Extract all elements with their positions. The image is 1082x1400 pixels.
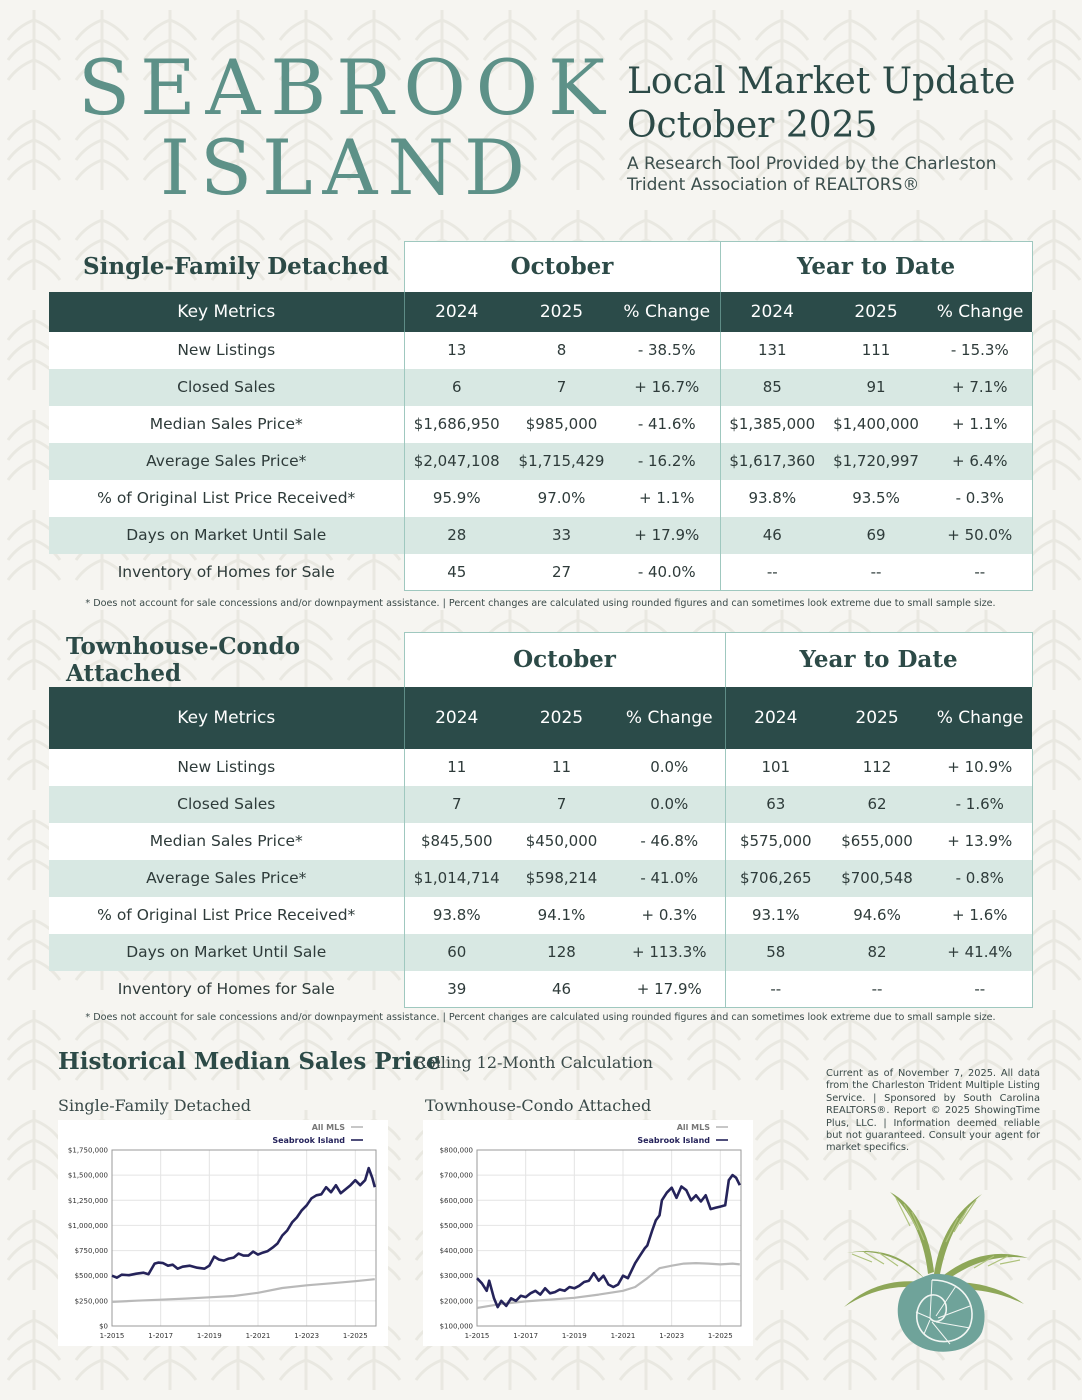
- metric-label: Average Sales Price*: [49, 860, 404, 897]
- metric-value: 82: [826, 934, 928, 971]
- chart-svg: [58, 1120, 388, 1346]
- metric-value: $845,500: [404, 823, 509, 860]
- x-tick-label: 1-2015: [99, 1332, 125, 1340]
- metric-label: New Listings: [49, 332, 404, 369]
- metric-value: $706,265: [725, 860, 826, 897]
- metric-value: $598,214: [509, 860, 614, 897]
- townhouse-condo-table: [49, 632, 1033, 1008]
- report-header: [627, 60, 1047, 196]
- metric-value: + 16.7%: [614, 369, 720, 406]
- table-row: [49, 443, 1032, 480]
- metric-value: - 40.0%: [614, 554, 720, 591]
- table-row: [49, 369, 1032, 406]
- metric-value: 69: [824, 517, 928, 554]
- metric-value: 7: [509, 369, 614, 406]
- metric-value: + 13.9%: [928, 823, 1032, 860]
- metric-value: $1,385,000: [720, 406, 824, 443]
- metric-value: --: [725, 971, 826, 1008]
- table-row: [49, 971, 1032, 1008]
- metric-value: 60: [404, 934, 509, 971]
- col-header-ytd-2024: 2024: [725, 687, 826, 749]
- brand-line-2: ISLAND: [160, 123, 535, 212]
- y-tick-label: $750,000: [74, 1247, 108, 1256]
- legend-label: Seabrook Island: [637, 1136, 710, 1145]
- section-title: Single-Family Detached: [83, 253, 389, 280]
- y-tick-label: $800,000: [439, 1146, 473, 1155]
- metric-label: % of Original List Price Received*: [49, 480, 404, 517]
- y-tick-label: $600,000: [439, 1196, 473, 1205]
- table-row: [49, 332, 1032, 369]
- report-title-line-1: Local Market Update: [627, 61, 1016, 102]
- table-footnote: * Does not account for sale concessions and/or downpayment assistance. | Percent changes are calculated using rounded figures and can sometimes look extreme due to small sample size.: [85, 1012, 996, 1023]
- x-tick-label: 1-2021: [245, 1332, 271, 1340]
- chart-title-single-family: Single-Family Detached: [58, 1096, 251, 1115]
- metric-value: $985,000: [509, 406, 614, 443]
- col-header-ytd-2025: 2025: [826, 687, 928, 749]
- metric-value: - 46.8%: [614, 823, 725, 860]
- metric-value: 46: [509, 971, 614, 1008]
- metric-value: $1,400,000: [824, 406, 928, 443]
- x-tick-label: 1-2021: [610, 1332, 636, 1340]
- metric-value: 95.9%: [404, 480, 509, 517]
- x-tick-label: 1-2015: [464, 1332, 490, 1340]
- data-disclaimer: Current as of November 7, 2025. All data from the Charleston Trident Multiple Listing Service. | Sponsored by South Carolina REALTORS®. Report © 2025 ShowingTime Plus, LLC. | Information deemed reliable but not guaranteed. Consult your agent for market specifics.: [826, 1068, 1040, 1154]
- group-header-ytd: Year to Date: [720, 242, 1032, 292]
- col-header-metric: Key Metrics: [49, 292, 404, 332]
- y-tick-label: $500,000: [74, 1272, 108, 1281]
- x-tick-label: 1-2019: [196, 1332, 222, 1340]
- col-header-ytd-2025: 2025: [824, 292, 928, 332]
- col-header-2024: 2024: [404, 292, 509, 332]
- group-header-month: October: [404, 633, 725, 687]
- report-subtitle: A Research Tool Provided by the Charleston Trident Association of REALTORS®: [627, 154, 997, 195]
- metric-value: 27: [509, 554, 614, 591]
- metric-label: Inventory of Homes for Sale: [117, 980, 335, 998]
- table-row: [49, 897, 1032, 934]
- col-header-change: % Change: [614, 687, 725, 749]
- metric-value: + 7.1%: [928, 369, 1032, 406]
- y-tick-label: $500,000: [439, 1221, 473, 1230]
- col-header-ytd-change: % Change: [928, 687, 1032, 749]
- chart-townhouse: [423, 1120, 753, 1346]
- x-tick-label: 1-2025: [342, 1332, 368, 1340]
- report-title-line-2: October 2025: [627, 105, 878, 146]
- metric-value: $450,000: [509, 823, 614, 860]
- metric-value: - 38.5%: [614, 332, 720, 369]
- metric-value: 131: [720, 332, 824, 369]
- table-row: [49, 480, 1032, 517]
- group-header-ytd: Year to Date: [725, 633, 1032, 687]
- metric-label: Closed Sales: [49, 369, 404, 406]
- historical-subtitle: Rolling 12-Month Calculation: [414, 1053, 653, 1072]
- metric-value: 11: [509, 749, 614, 786]
- metric-value: - 41.6%: [614, 406, 720, 443]
- table-row: [49, 860, 1032, 897]
- metric-value: $575,000: [725, 823, 826, 860]
- metric-value: + 17.9%: [614, 971, 725, 1008]
- y-tick-label: $250,000: [74, 1297, 108, 1306]
- metric-value: - 41.0%: [614, 860, 725, 897]
- metric-label: Inventory of Homes for Sale: [117, 563, 335, 581]
- metric-value: $1,617,360: [720, 443, 824, 480]
- x-tick-label: 1-2017: [513, 1332, 539, 1340]
- y-tick-label: $400,000: [439, 1247, 473, 1256]
- metric-value: --: [826, 971, 928, 1008]
- chart-title-townhouse: Townhouse-Condo Attached: [425, 1096, 652, 1115]
- metric-value: - 0.8%: [928, 860, 1032, 897]
- metric-value: 128: [509, 934, 614, 971]
- x-tick-label: 1-2017: [148, 1332, 174, 1340]
- metric-value: - 0.3%: [928, 480, 1032, 517]
- legend-label: All MLS: [311, 1123, 345, 1132]
- y-tick-label: $300,000: [439, 1272, 473, 1281]
- metric-value: 97.0%: [509, 480, 614, 517]
- metric-value: + 1.1%: [614, 480, 720, 517]
- brand-line-1: SEABROOK: [78, 43, 615, 132]
- metric-value: 7: [509, 786, 614, 823]
- col-header-2025: 2025: [509, 687, 614, 749]
- metric-value: 91: [824, 369, 928, 406]
- y-tick-label: $1,750,000: [67, 1146, 108, 1155]
- metric-value: 63: [725, 786, 826, 823]
- chart-svg: [423, 1120, 753, 1346]
- table-row: [49, 517, 1032, 554]
- col-header-metric: Key Metrics: [49, 687, 404, 749]
- metric-value: $1,720,997: [824, 443, 928, 480]
- metric-value: 0.0%: [614, 749, 725, 786]
- table-row: [49, 934, 1032, 971]
- metric-value: $1,715,429: [509, 443, 614, 480]
- brand-logo: [78, 43, 615, 212]
- metric-value: 6: [404, 369, 509, 406]
- metric-value: 62: [826, 786, 928, 823]
- col-header-ytd-2024: 2024: [720, 292, 824, 332]
- legend-label: Seabrook Island: [272, 1136, 345, 1145]
- metric-value: 93.8%: [404, 897, 509, 934]
- metric-value: $655,000: [826, 823, 928, 860]
- palm-nautilus-logo: [832, 1182, 1032, 1357]
- chart-single-family: [58, 1120, 388, 1346]
- metric-label: Days on Market Until Sale: [49, 517, 404, 554]
- metric-value: + 50.0%: [928, 517, 1032, 554]
- metric-value: --: [720, 554, 824, 591]
- metric-value: $2,047,108: [404, 443, 509, 480]
- y-tick-label: $0: [99, 1322, 108, 1331]
- col-header-ytd-change: % Change: [928, 292, 1032, 332]
- legend-label: All MLS: [676, 1123, 710, 1132]
- metric-value: 58: [725, 934, 826, 971]
- col-header-2025: 2025: [509, 292, 614, 332]
- metric-value: --: [928, 554, 1032, 591]
- historical-title: Historical Median Sales Price: [58, 1048, 442, 1075]
- col-header-2024: 2024: [404, 687, 509, 749]
- table-row: [49, 786, 1032, 823]
- metric-label: Days on Market Until Sale: [49, 934, 404, 971]
- section-title: Townhouse-Condo Attached: [66, 632, 301, 687]
- metric-value: 33: [509, 517, 614, 554]
- metric-label: Median Sales Price*: [49, 823, 404, 860]
- table-row: [49, 406, 1032, 443]
- metric-value: + 1.1%: [928, 406, 1032, 443]
- y-tick-label: $700,000: [439, 1171, 473, 1180]
- metric-value: 8: [509, 332, 614, 369]
- metric-label: % of Original List Price Received*: [49, 897, 404, 934]
- y-tick-label: $200,000: [439, 1297, 473, 1306]
- x-tick-label: 1-2019: [561, 1332, 587, 1340]
- metric-value: 93.5%: [824, 480, 928, 517]
- metric-value: 0.0%: [614, 786, 725, 823]
- metric-value: 28: [404, 517, 509, 554]
- metric-value: 85: [720, 369, 824, 406]
- metric-value: 101: [725, 749, 826, 786]
- col-header-change: % Change: [614, 292, 720, 332]
- metric-value: + 1.6%: [928, 897, 1032, 934]
- single-family-table: [49, 241, 1033, 591]
- x-tick-label: 1-2025: [707, 1332, 733, 1340]
- metric-label: Average Sales Price*: [49, 443, 404, 480]
- metric-value: 112: [826, 749, 928, 786]
- metric-value: $1,014,714: [404, 860, 509, 897]
- metric-value: + 113.3%: [614, 934, 725, 971]
- metric-value: --: [928, 971, 1032, 1008]
- y-tick-label: $1,000,000: [67, 1221, 108, 1230]
- metric-value: + 0.3%: [614, 897, 725, 934]
- metric-value: + 10.9%: [928, 749, 1032, 786]
- y-tick-label: $100,000: [439, 1322, 473, 1331]
- metric-value: 94.1%: [509, 897, 614, 934]
- metric-value: --: [824, 554, 928, 591]
- metric-value: + 6.4%: [928, 443, 1032, 480]
- metric-value: $700,548: [826, 860, 928, 897]
- metric-value: 111: [824, 332, 928, 369]
- x-tick-label: 1-2023: [659, 1332, 685, 1340]
- metric-label: Closed Sales: [49, 786, 404, 823]
- table-footnote: * Does not account for sale concessions and/or downpayment assistance. | Percent changes are calculated using rounded figures and can sometimes look extreme due to small sample size.: [85, 598, 996, 609]
- x-tick-label: 1-2023: [294, 1332, 320, 1340]
- metric-value: 94.6%: [826, 897, 928, 934]
- metric-value: + 41.4%: [928, 934, 1032, 971]
- y-tick-label: $1,500,000: [67, 1171, 108, 1180]
- metric-value: 39: [404, 971, 509, 1008]
- table-row: [49, 823, 1032, 860]
- metric-value: - 1.6%: [928, 786, 1032, 823]
- metric-value: 45: [404, 554, 509, 591]
- metric-value: $1,686,950: [404, 406, 509, 443]
- metric-value: 46: [720, 517, 824, 554]
- metric-value: - 15.3%: [928, 332, 1032, 369]
- table-row: [49, 749, 1032, 786]
- metric-value: - 16.2%: [614, 443, 720, 480]
- metric-label: New Listings: [49, 749, 404, 786]
- table-row: [49, 554, 1032, 591]
- metric-value: 7: [404, 786, 509, 823]
- metric-value: + 17.9%: [614, 517, 720, 554]
- metric-value: 13: [404, 332, 509, 369]
- metric-value: 93.1%: [725, 897, 826, 934]
- metric-value: 93.8%: [720, 480, 824, 517]
- metric-label: Median Sales Price*: [49, 406, 404, 443]
- metric-value: 11: [404, 749, 509, 786]
- y-tick-label: $1,250,000: [67, 1196, 108, 1205]
- group-header-month: October: [404, 242, 720, 292]
